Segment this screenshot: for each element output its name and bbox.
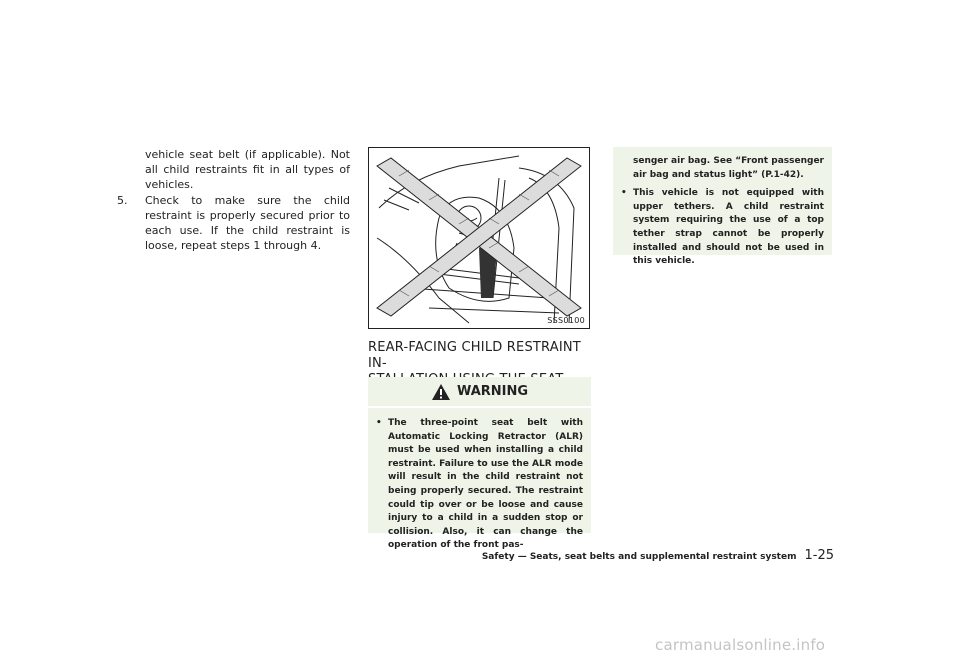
warning-header <box>368 377 591 408</box>
column-left <box>117 147 350 253</box>
warning-box-continued <box>613 147 832 267</box>
step-number: 5. <box>117 193 128 207</box>
warning-item-1 <box>376 417 583 553</box>
continuation-paragraph: vehicle seat belt (if applicable). Not all child restraints fit in all types of vehicles. <box>145 148 350 192</box>
figure-code: SSS0100 <box>547 316 585 325</box>
footer-section-title: Safety — Seats, seat belts and supplemental restraint system <box>481 552 797 562</box>
child-restraint-illustration <box>368 147 590 329</box>
illustration-drawing <box>369 148 589 328</box>
warning-item-1-continued: senger air bag. See “Front passenger air bag and status light” (P.1-42). <box>633 156 824 180</box>
warning-triangle-icon <box>431 383 451 401</box>
step-text: Check to make sure the child restraint is properly secured prior to each use. If the child restraint is loose, repeat steps 1 through 4. <box>145 193 350 253</box>
step-5 <box>117 193 350 254</box>
warning-list <box>368 408 591 553</box>
warning-title: WARNING <box>456 384 529 399</box>
warning-list-continued <box>613 147 832 269</box>
warning-box <box>368 377 591 551</box>
bullet: • <box>621 188 627 199</box>
bullet: • <box>376 418 382 428</box>
heading-line-1: REAR-FACING CHILD RESTRAINT IN- <box>368 340 581 371</box>
warning-item-text: The three-point seat belt with Automatic Locking Retractor (ALR) must be used when installing a child restraint. Failure to use the ALR mode will result in the child restraint not being properly secured. The restraint could tip over or be loose and cause injury to a child in a sudden stop or collision. Also, it can change the operation of the front pas- <box>388 418 583 551</box>
page-footer <box>482 548 834 563</box>
watermark: carmanualsonline.info <box>655 636 826 654</box>
warning-item-2 <box>621 187 824 269</box>
warning-item-text: This vehicle is not equipped with upper tethers. A child restraint system requiring the use of a top tether strap cannot be properly installed and should not be used in this vehicle. <box>633 188 824 267</box>
page-number: 1-25 <box>804 548 834 563</box>
